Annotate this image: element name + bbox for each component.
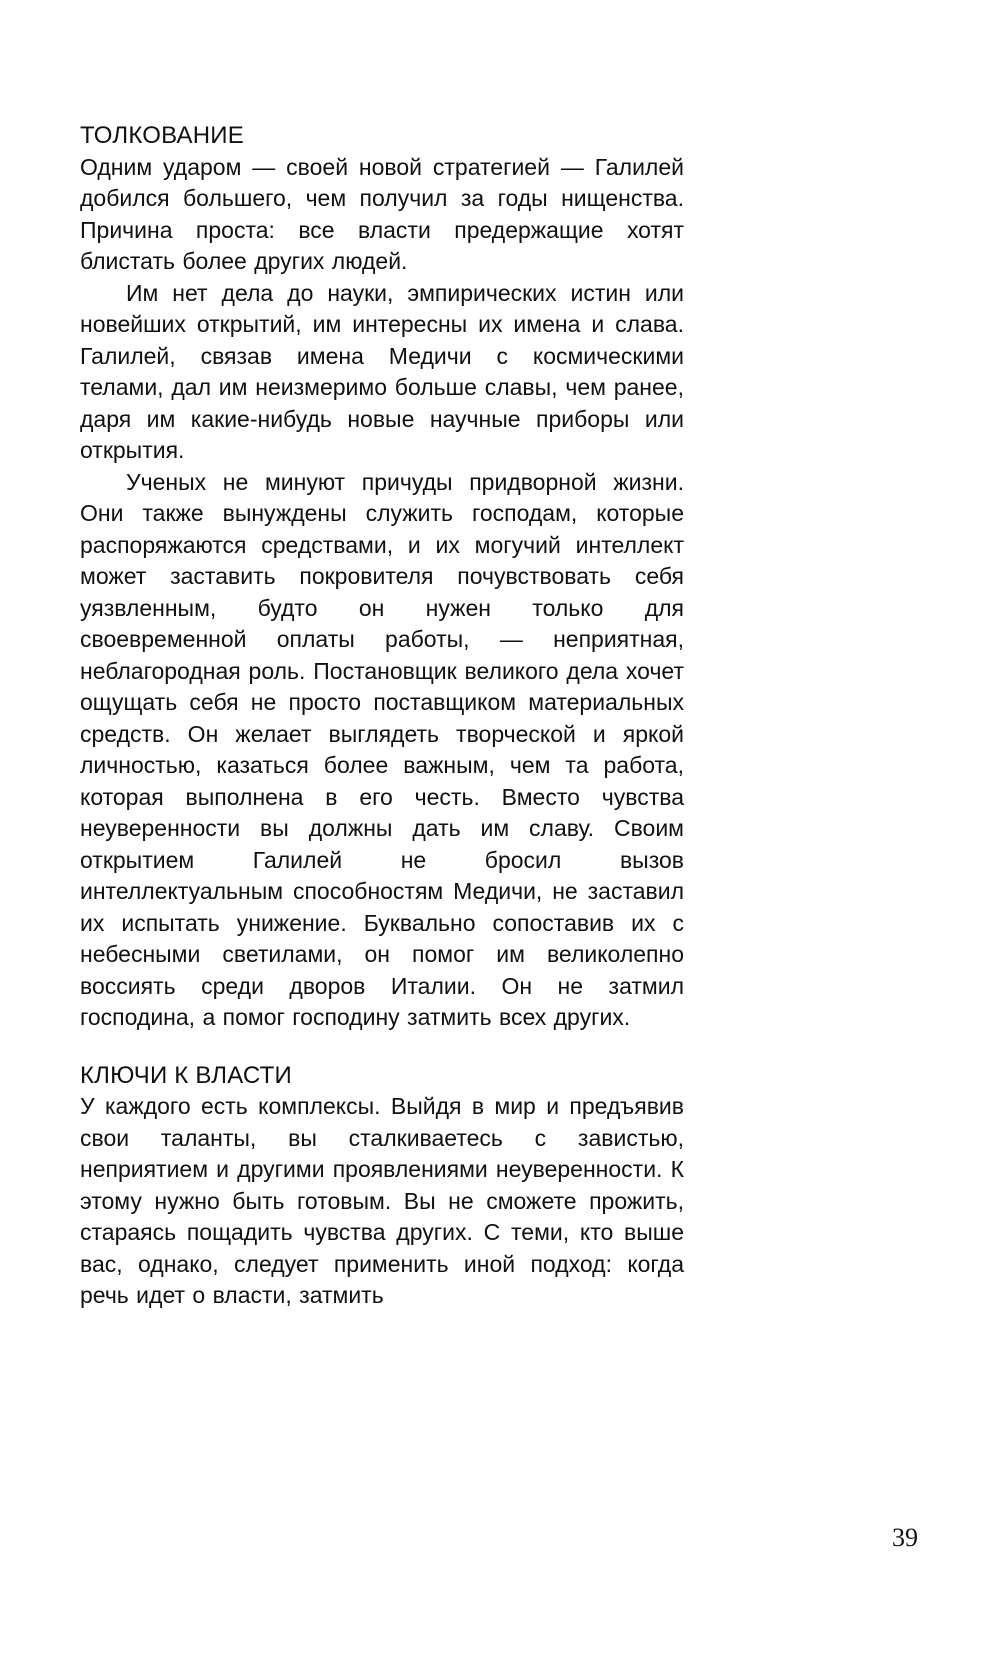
paragraph: У каждого есть комплексы. Выйдя в мир и предъявив свои таланты, вы сталкиваетесь с завистью, неприятием и другими проявлениями неуверенности. К этому нужно быть готовым. Вы не сможете прожить, стараясь пощадить чувства других. С теми, кто выше вас, однако, следует применить иной подход: когда речь идет о власти, затмить <box>80 1093 684 1308</box>
section-heading-interpretation: ТОЛКОВАНИЕ <box>80 122 244 149</box>
page-text <box>80 120 684 1312</box>
paragraph: Им нет дела до науки, эмпирических истин или новейших открытий, им интересны их имена и слава. Галилей, связав имена Медичи с космическими телами, дал им неизмеримо больше славы, чем ранее, даря им какие-нибудь новые научные приборы или открытия. <box>80 279 684 463</box>
page-number: 39 <box>892 1523 918 1552</box>
section-heading-keys-to-power: КЛЮЧИ К ВЛАСТИ <box>80 1061 292 1089</box>
paragraph: Ученых не минуют причуды придворной жизни. Они также вынуждены служить господам, которые распоряжаются средствами, и их могучий интеллект может заставить покровителя почувствовать себя уязвленным, будто он нужен только для своевременной оплаты работы, — неприятная, неблагородная роль. Постановщик великого дела хочет ощущать себя не просто поставщиком материальных средств. Он желает выглядеть творческой и яркой личностью, казаться более важным, чем та работа, которая выполнена в его честь. Вместо чувства неуверенности вы должны дать им славу. Своим открытием Галилей не бросил вызов интеллектуальным способностям Медичи, не заставил их испытать унижение. Буквально сопоставив их с небесными светилами, он помог им великолепно воссиять среди дворов Италии. Он не затмил господина, а помог господину затмить всех других. <box>80 468 684 1030</box>
paragraph: Одним ударом — своей новой стратегией — Галилей добился большего, чем получил за годы нищенства. Причина проста: все власти предержащие хотят блистать более других людей. <box>80 153 684 274</box>
